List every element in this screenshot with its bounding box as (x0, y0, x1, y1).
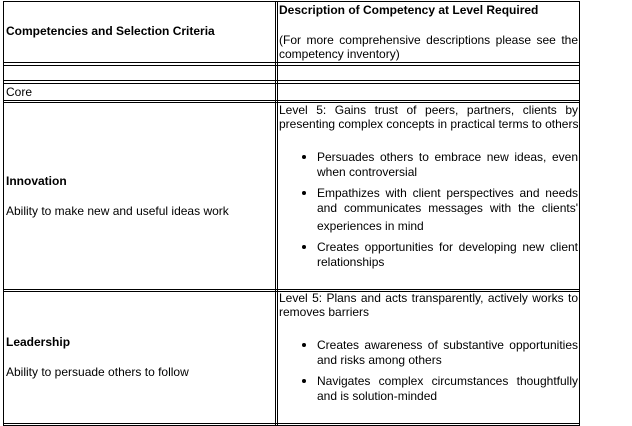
innovation-description: Ability to make new and useful ideas work (6, 204, 229, 218)
innovation-bullet-line: when controversial (317, 165, 418, 179)
innovation-bullet-line: Creates opportunities for developing new client (317, 240, 578, 254)
innovation-bullet-line: and communicates messages with the clients' (317, 201, 578, 215)
row-divider (3, 62, 580, 63)
innovation-level-text: presenting complex concepts in practical terms to others (279, 117, 579, 131)
row-divider (3, 423, 580, 424)
innovation-level-text: Level 5: Gains trust of peers, partners, clients by (279, 103, 578, 117)
bullet-icon (302, 343, 306, 347)
leadership-level-text: Level 5: Plans and acts transparently, actively works to (279, 291, 578, 305)
table-border-top (3, 1, 580, 2)
bullet-icon (302, 191, 306, 195)
bullet-icon (302, 379, 306, 383)
leadership-bullet-line: and is solution-minded (317, 389, 438, 403)
leadership-bullet-line: Creates awareness of substantive opportunities (317, 338, 578, 352)
column-divider (277, 1, 278, 426)
innovation-bullet-line: Empathizes with client perspectives and needs (317, 186, 578, 200)
row-divider (3, 83, 580, 84)
column-divider (275, 1, 276, 426)
bullet-icon (302, 245, 306, 249)
innovation-bullet-line: experiences in mind (317, 219, 424, 233)
row-divider (3, 289, 580, 290)
header-description-title: Description of Competency at Level Required (279, 3, 539, 17)
header-description-note-line: competency inventory) (279, 47, 400, 61)
row-divider (3, 80, 580, 81)
leadership-bullet-line: and risks among others (317, 353, 442, 367)
table-border-right (579, 1, 580, 426)
leadership-description: Ability to persuade others to follow (6, 365, 189, 379)
header-description-note-line: (For more comprehensive descriptions please see the (279, 33, 578, 47)
header-criteria-label: Competencies and Selection Criteria (6, 24, 215, 38)
bullet-icon (302, 155, 306, 159)
innovation-bullet-line: Persuades others to embrace new ideas, even (317, 150, 578, 164)
table-border-left (3, 1, 4, 426)
leadership-level-text: removes barriers (279, 305, 370, 319)
section-label-core: Core (6, 85, 33, 99)
row-divider (3, 65, 580, 66)
innovation-name: Innovation (6, 174, 67, 188)
leadership-name: Leadership (6, 335, 71, 349)
row-divider (3, 100, 580, 101)
leadership-bullet-line: Navigates complex circumstances thoughtfully (317, 374, 578, 388)
innovation-bullet-line: relationships (317, 255, 385, 269)
